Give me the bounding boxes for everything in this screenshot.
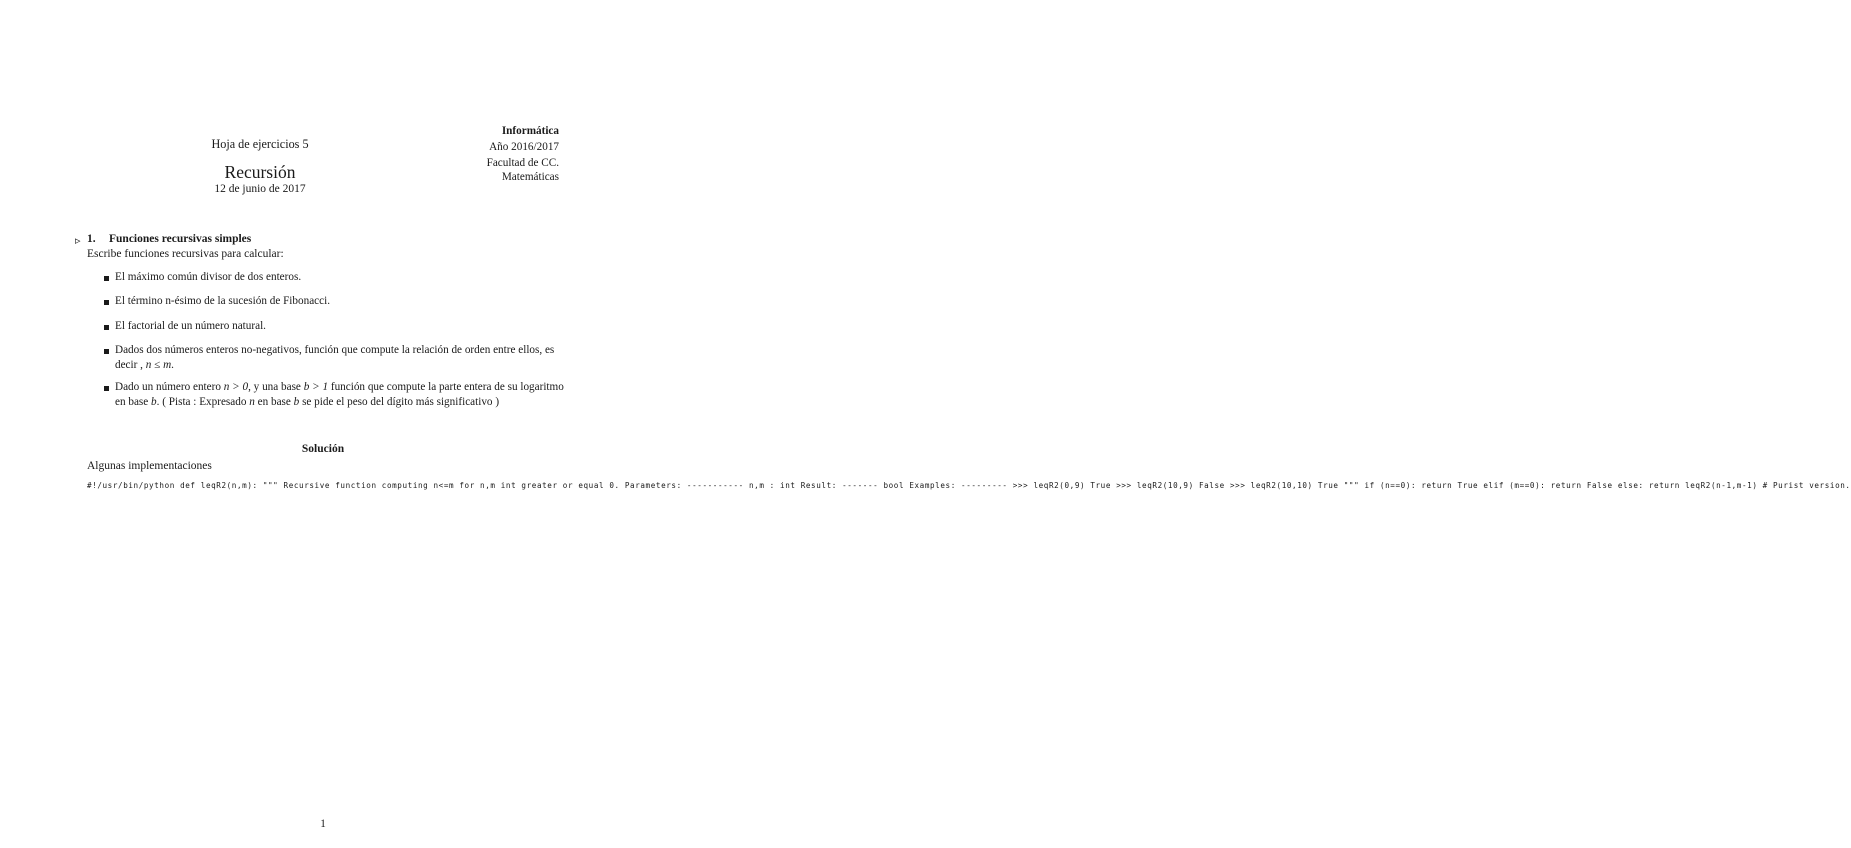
list-item: Dados dos números enteros no-negativos, función que compute la relación de orden entre ellos, es decir , n ≤ m. bbox=[115, 344, 555, 371]
sheet-subtitle: Hoja de ejercicios 5 bbox=[211, 137, 309, 151]
section-marker-icon: ▹ bbox=[75, 235, 81, 247]
page-title: Recursión bbox=[224, 162, 296, 182]
code-block: #!/usr/bin/python def leqR2(n,m): """ Recursive function computing n<=m for n,m int greater or equal 0. Parameters: ----------- n,m : int Result: ------- bool Examples: --------- >>> leqR2(0,9) True >>> leqR2(10,9) False >>> leqR2(10,10) True """ if (n==0): return True elif (m==0): return False else: return leqR2(n-1,m-1) # Purist version. bbox=[87, 481, 1851, 490]
solution-heading: Solución bbox=[301, 443, 345, 455]
list-item: El máximo común divisor de dos enteros. bbox=[115, 271, 302, 283]
inline-math: n ≤ m bbox=[145, 359, 172, 371]
solution-intro: Algunas implementaciones bbox=[87, 460, 212, 472]
list-item: El término n-ésimo de la sucesión de Fibonacci. bbox=[115, 295, 330, 307]
page-number: 1 bbox=[320, 818, 326, 830]
section-number: 1. bbox=[87, 233, 96, 245]
bullet-icon bbox=[104, 276, 109, 281]
faculty-line-2: Matemáticas bbox=[501, 171, 559, 183]
faculty-line-1: Facultad de CC. bbox=[486, 157, 559, 169]
list-item: El factorial de un número natural. bbox=[115, 320, 266, 332]
bullet-icon bbox=[104, 300, 109, 305]
section-title: Funciones recursivas simples bbox=[109, 233, 252, 245]
section-intro: Escribe funciones recursivas para calcular: bbox=[87, 248, 284, 260]
bullet-icon bbox=[104, 325, 109, 330]
list-item: Dado un número entero n > 0, y una base b > 1 función que compute la parte entera de su logaritmo en base b. ( Pista : Expresado n en base b se pide el peso del dígito más significativo ) bbox=[115, 381, 564, 408]
academic-year: Año 2016/2017 bbox=[489, 141, 559, 153]
bullet-icon bbox=[104, 349, 109, 354]
document-date: 12 de junio de 2017 bbox=[214, 183, 306, 195]
course-name: Informática bbox=[501, 125, 559, 137]
bullet-icon bbox=[104, 386, 109, 391]
